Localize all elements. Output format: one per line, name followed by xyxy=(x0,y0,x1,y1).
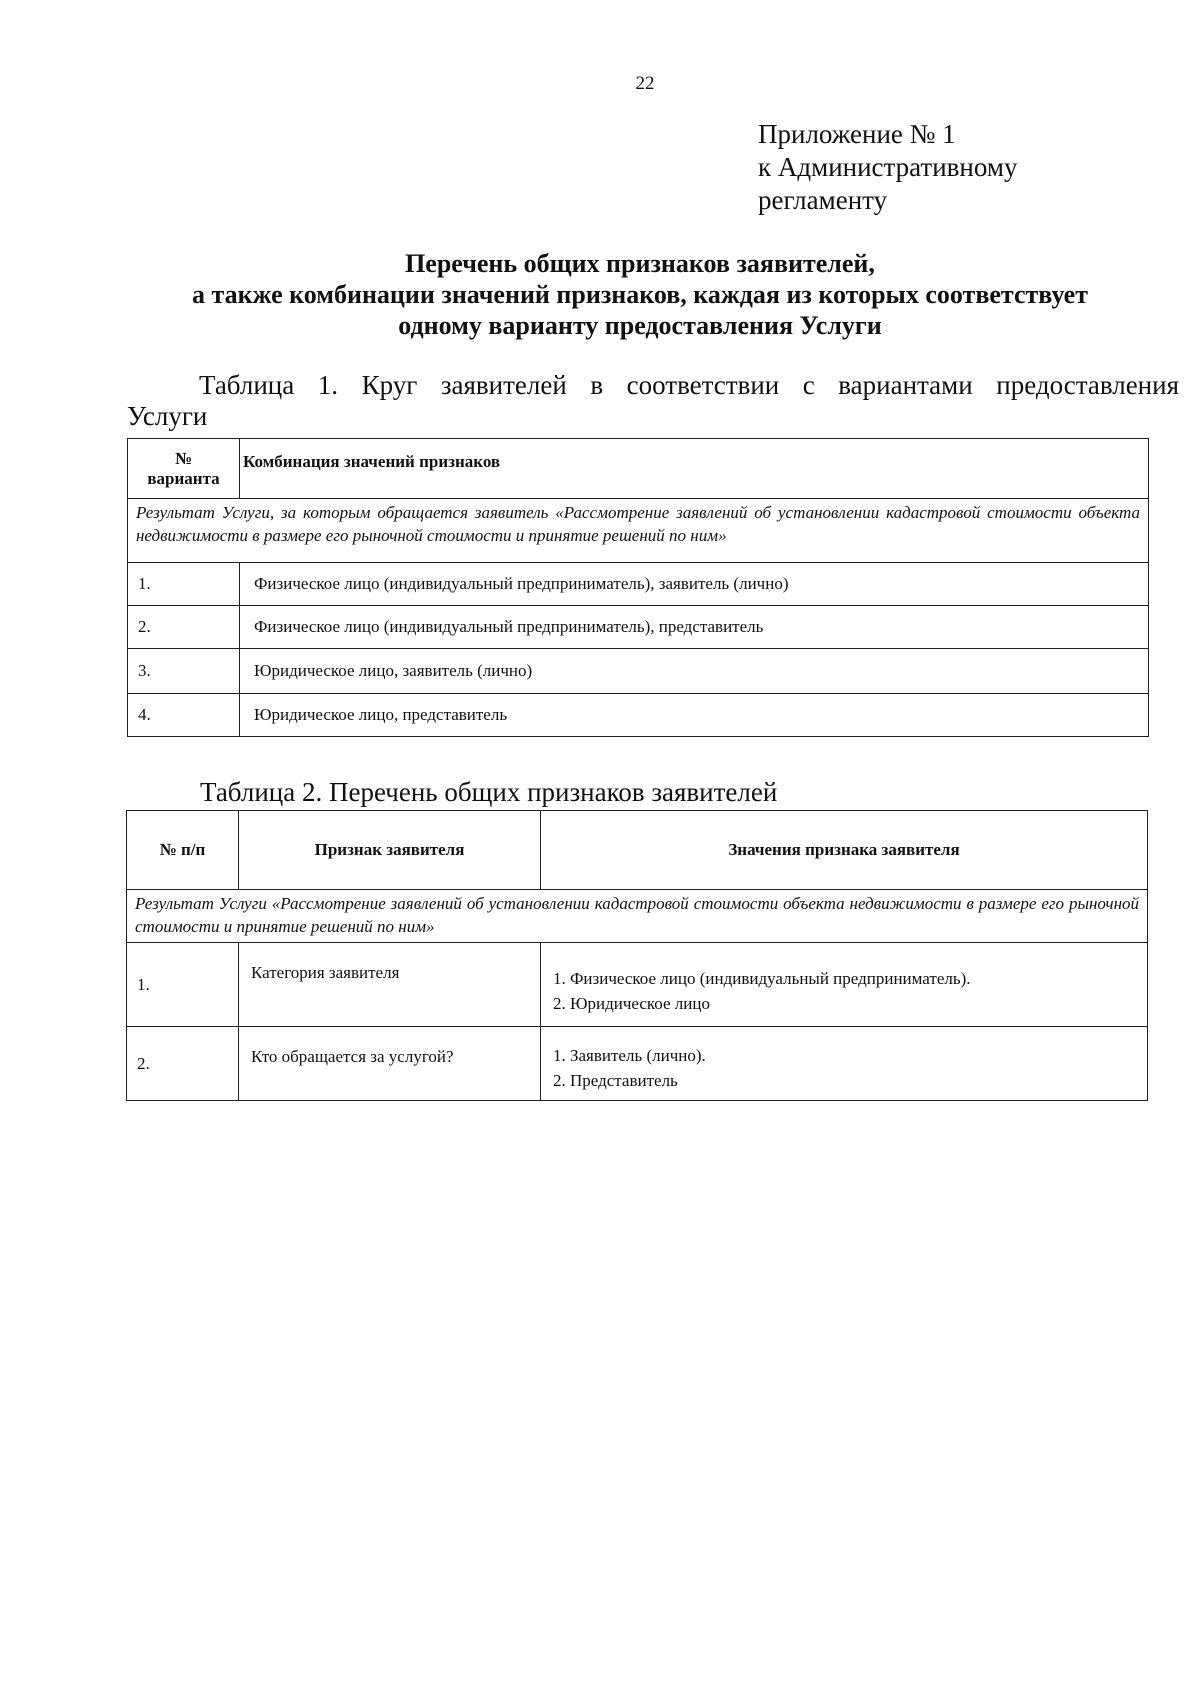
table1-row-1-value: Физическое лицо (индивидуальный предприниматель), заявитель (лично) xyxy=(240,563,1149,606)
table1-row-2-value: Физическое лицо (индивидуальный предприниматель), представитель xyxy=(240,606,1149,649)
table1-row-4-num: 4. xyxy=(128,694,240,737)
table-row xyxy=(127,943,1148,1027)
table2-caption: Таблица 2. Перечень общих признаков заявителей xyxy=(200,777,778,807)
table1-header-row xyxy=(128,439,1149,499)
document-title xyxy=(120,248,1160,341)
table1-row-2-num: 2. xyxy=(128,606,240,649)
appendix-reference xyxy=(758,118,1017,217)
table1-row-4-value: Юридическое лицо, представитель xyxy=(240,694,1149,737)
table1-result-row xyxy=(128,499,1149,563)
table-applicant-signs xyxy=(126,810,1148,1101)
table2-row-1-num: 1. xyxy=(127,943,239,1027)
table1-caption-line-1: Таблица 1. Круг заявителей в соответствии с вариантами предоставления xyxy=(199,370,1179,400)
table2-row-1-value-2: 2. Юридическое лицо xyxy=(553,994,710,1013)
table1-header-num-line-1: № xyxy=(174,448,193,468)
table1-result-text: Результат Услуги, за которым обращается заявитель «Рассмотрение заявлений об установлении кадастровой стоимости объекта недвижимости в размере его рыночной стоимости и принятие решений по ним» xyxy=(128,499,1149,563)
title-line-1: Перечень общих признаков заявителей, xyxy=(405,249,875,278)
table2-header-values: Значения признака заявителя xyxy=(541,811,1148,890)
table2-row-2-num: 2. xyxy=(127,1027,239,1101)
table2-result-row xyxy=(127,890,1148,943)
table-applicant-variants xyxy=(127,438,1149,737)
title-line-3: одному варианту предоставления Услуги xyxy=(398,311,882,340)
table1-row-3-value: Юридическое лицо, заявитель (лично) xyxy=(240,649,1149,694)
table2-result-text: Результат Услуги «Рассмотрение заявлений об установлении кадастровой стоимости объекта недвижимости в размере его рыночной стоимости и принятие решений по ним» xyxy=(127,890,1148,943)
table1-caption-line-2: Услуги xyxy=(127,401,208,431)
table2-header-sign: Признак заявителя xyxy=(239,811,541,890)
table2-row-2-sign: Кто обращается за услугой? xyxy=(239,1027,541,1101)
appendix-line-2: к Административному xyxy=(758,152,1018,182)
table2-header-num: № п/п xyxy=(127,811,239,890)
table-row xyxy=(128,649,1149,694)
table-row xyxy=(128,694,1149,737)
table2-row-2-values xyxy=(541,1027,1148,1101)
table2-row-1-values xyxy=(541,943,1148,1027)
appendix-line-3: регламенту xyxy=(758,185,888,215)
table1-header-num xyxy=(128,439,240,499)
table1-row-3-num: 3. xyxy=(128,649,240,694)
table-row xyxy=(127,1027,1148,1101)
table1-caption xyxy=(127,370,1179,432)
table1-row-1-num: 1. xyxy=(128,563,240,606)
table2-header-row xyxy=(127,811,1148,890)
table1-header-combination: Комбинация значений признаков xyxy=(240,439,1149,499)
table-row xyxy=(128,606,1149,649)
appendix-line-1: Приложение № 1 xyxy=(758,119,956,149)
table-row xyxy=(128,563,1149,606)
table2-row-1-sign: Категория заявителя xyxy=(239,943,541,1027)
table1-header-num-line-2: варианта xyxy=(147,468,220,488)
table2-row-2-value-2: 2. Представитель xyxy=(553,1071,678,1090)
table2-row-2-value-1: 1. Заявитель (лично). xyxy=(553,1046,706,1065)
table2-row-1-value-1: 1. Физическое лицо (индивидуальный предприниматель). xyxy=(553,969,971,988)
title-line-2: а также комбинации значений признаков, каждая из которых соответствует xyxy=(192,280,1088,309)
page-number: 22 xyxy=(635,73,655,94)
